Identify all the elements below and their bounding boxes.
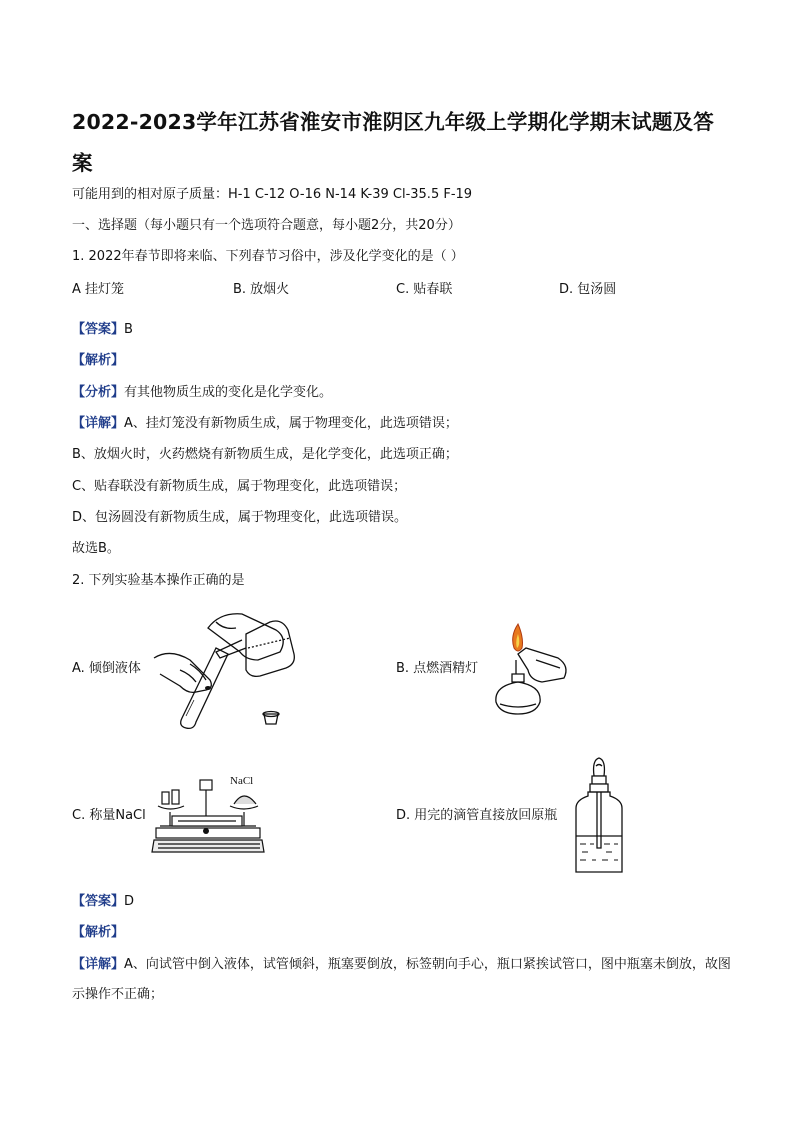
q2-analysis-line [72,924,124,942]
q1-detail-a-line [72,415,458,433]
q2-answer: D [124,894,135,909]
fenxi-tag: 【分析】 [72,385,125,400]
q2-stem: 2. 下列实验基本操作正确的是 [72,573,245,588]
section-heading: 一、选择题（每小题只有一个选项符合题意，每小题2分，共20分） [72,218,461,233]
detail-tag: 【详解】 [72,416,125,431]
balance-nacl-label: NaCl [230,775,254,787]
q1-detail-d: D、包汤圆没有新物质生成，属于物理变化，此选项错误。 [72,510,408,525]
atomic-masses-line: 可能用到的相对原子质量：H-1 C-12 O-16 N-14 K-39 Cl-35.5 F-19 [72,187,473,202]
pouring-liquid-figure [150,600,300,730]
q2-option-a: A. 倾倒液体 [72,661,141,676]
analysis-tag: 【解析】 [72,353,125,368]
balance-figure [150,768,268,858]
dropper-bottle-figure [572,756,626,876]
answer-tag: 【答案】 [72,322,125,337]
q1-option-c: C. 贴春联 [396,282,453,297]
q1-fenxi-line [72,384,332,402]
page-title: 2022-2023学年江苏省淮安市淮阴区九年级上学期化学期末试题及答案 [72,110,714,175]
q1-option-d: D. 包汤圆 [559,282,617,297]
q1-detail-b: B、放烟火时，火药燃烧有新物质生成，是化学变化，此选项正确； [72,447,458,462]
q1-detail-c: C、贴春联没有新物质生成，属于物理变化，此选项错误； [72,479,407,494]
analysis-tag: 【解析】 [72,925,125,940]
q1-conclusion: 故选B。 [72,541,120,556]
q2-option-b: B. 点燃酒精灯 [396,661,479,676]
q2-detail-paragraph [72,950,732,1010]
q1-option-a: A 挂灯笼 [72,282,125,297]
q1-fenxi-text: 有其他物质生成的变化是化学变化。 [124,385,333,400]
q1-answer-line [72,321,133,339]
q1-stem: 1. 2022年春节即将来临、下列春节习俗中，涉及化学变化的是（ ） [72,249,464,264]
alcohol-lamp-figure [488,620,572,716]
answer-tag: 【答案】 [72,894,125,909]
q1-option-b: B. 放烟火 [233,282,290,297]
q2-detail-a: A、向试管中倒入液体，试管倾斜，瓶塞要倒放，标签朝向手心，瓶口紧挨试管口，图中瓶塞未倒放，故图示操作不正确； [72,957,731,1002]
q1-detail-a: A、挂灯笼没有新物质生成，属于物理变化，此选项错误； [124,416,458,431]
q1-analysis-line [72,352,124,370]
q2-option-d: D. 用完的滴管直接放回原瓶 [396,808,558,823]
q1-answer: B [124,322,133,337]
q2-option-c: C. 称量NaCl [72,808,146,823]
detail-tag: 【详解】 [72,957,125,972]
q2-answer-line [72,893,134,911]
